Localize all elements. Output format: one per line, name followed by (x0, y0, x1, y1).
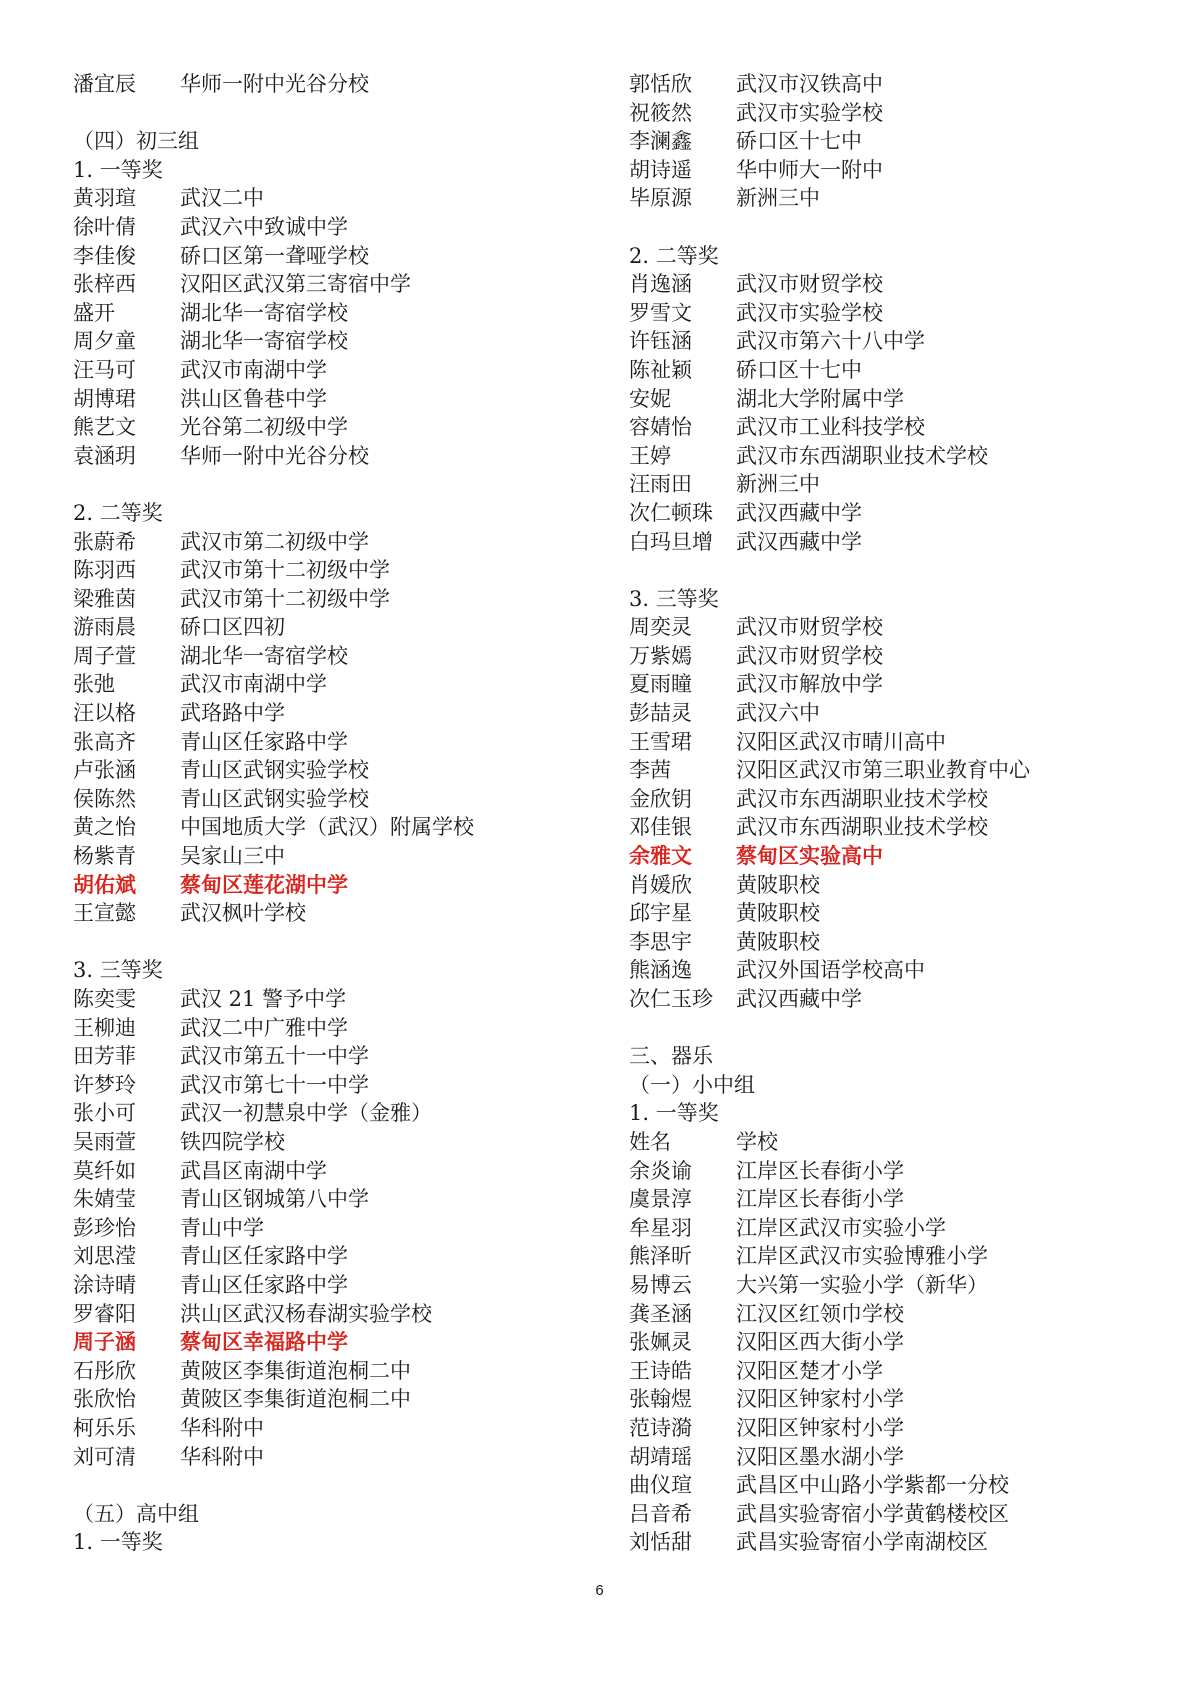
school-name: 硚口区四初 (180, 615, 285, 640)
blank-line (629, 1014, 1149, 1043)
award-entry (73, 642, 573, 671)
blank-line (73, 470, 573, 499)
student-name: 刘可清 (73, 1444, 136, 1469)
student-name: 涂诗晴 (73, 1272, 136, 1297)
award-entry (629, 699, 1149, 728)
school-name: 光谷第二初级中学 (180, 415, 348, 440)
student-name: 金欣钥 (629, 786, 692, 811)
student-name: 卢张涵 (73, 758, 136, 783)
student-name: 周奕灵 (629, 615, 692, 640)
school-name: 武汉市财贸学校 (736, 615, 883, 640)
award-entry (73, 413, 573, 442)
blank-line (629, 213, 1149, 242)
award-entry (629, 385, 1149, 414)
school-name: 武汉市第七十一中学 (180, 1072, 369, 1097)
school-name: 汉阳区武汉市第三职业教育中心 (736, 758, 1030, 783)
student-name: 许梦玲 (73, 1072, 136, 1097)
school-name: 汉阳区西大街小学 (736, 1330, 904, 1355)
student-name: 虞景淳 (629, 1187, 692, 1212)
award-entry (629, 1528, 1149, 1557)
award-entry (73, 785, 573, 814)
award-entry (629, 442, 1149, 471)
school-name: 蔡甸区幸福路中学 (180, 1330, 348, 1355)
student-name: 夏雨瞳 (629, 672, 692, 697)
student-name: 容婧怡 (629, 415, 692, 440)
award-entry (73, 1414, 573, 1443)
award-entry (629, 871, 1149, 900)
award-entry (629, 499, 1149, 528)
section-heading: 3. 三等奖 (629, 586, 719, 611)
award-entry (73, 1443, 573, 1472)
school-name: 湖北大学附属中学 (736, 386, 904, 411)
student-name: 陈祉颖 (629, 357, 692, 382)
award-entry (73, 270, 573, 299)
student-name: 熊涵逸 (629, 958, 692, 983)
student-name: 侯陈然 (73, 786, 136, 811)
school-name: 江岸区长春街小学 (736, 1158, 904, 1183)
student-name: 梁雅茵 (73, 586, 136, 611)
award-entry (629, 1385, 1149, 1414)
award-entry (629, 470, 1149, 499)
student-name: 汪雨田 (629, 472, 692, 497)
student-name: 李茜 (629, 758, 671, 783)
school-name: 江岸区武汉市实验小学 (736, 1215, 946, 1240)
school-name: 武汉二中广雅中学 (180, 1015, 348, 1040)
school-name: 武汉市东西湖职业技术学校 (736, 815, 988, 840)
student-name: 陈羽西 (73, 558, 136, 583)
student-name: 黄羽瑄 (73, 186, 136, 211)
award-entry (629, 728, 1149, 757)
award-entry (73, 356, 573, 385)
student-name: 次仁玉珍 (629, 987, 713, 1011)
school-name: 武汉 21 警予中学 (180, 987, 347, 1011)
student-name: 安妮 (629, 386, 671, 411)
school-name: 华科附中 (180, 1444, 264, 1469)
section-heading: 1. 一等奖 (629, 1101, 719, 1126)
award-entry (629, 1443, 1149, 1472)
award-entry (73, 1357, 573, 1386)
student-name: 黄之怡 (73, 815, 136, 840)
school-name: 硚口区第一聋哑学校 (180, 243, 369, 268)
school-name: 学校 (736, 1129, 778, 1154)
school-name: 汉阳区楚才小学 (736, 1358, 883, 1383)
section-heading: （五）高中组 (73, 1501, 199, 1526)
award-entry (73, 70, 573, 99)
school-name: 汉阳区钟家村小学 (736, 1387, 904, 1412)
student-name: 柯乐乐 (73, 1415, 136, 1440)
student-name: 莫纤如 (73, 1158, 136, 1183)
student-name: 王柳迪 (73, 1015, 136, 1040)
school-name: 华师一附中光谷分校 (180, 443, 369, 468)
school-name: 黄陂职校 (736, 929, 820, 954)
award-entry (629, 642, 1149, 671)
award-entry (73, 1300, 573, 1329)
student-name: 田芳菲 (73, 1044, 136, 1069)
school-name: 硚口区十七中 (736, 129, 862, 154)
section-heading: （四）初三组 (73, 129, 199, 154)
award-entry (73, 528, 573, 557)
award-entry (629, 70, 1149, 99)
student-name: 潘宜辰 (73, 72, 136, 96)
award-entry (629, 1414, 1149, 1443)
award-entry (629, 756, 1149, 785)
school-name: 青山区武钢实验学校 (180, 786, 369, 811)
section-heading: 3. 三等奖 (73, 958, 163, 983)
award-entry (629, 1471, 1149, 1500)
award-entry (629, 356, 1149, 385)
page-number: 6 (595, 1582, 604, 1599)
school-name: 黄陂区李集街道泡桐二中 (180, 1358, 411, 1383)
student-name: 次仁顿珠 (629, 500, 713, 525)
school-name: 华中师大一附中 (736, 157, 883, 182)
award-entry (73, 1071, 573, 1100)
student-name: 盛开 (73, 300, 115, 325)
blank-line (73, 928, 573, 957)
student-name: 袁涵玥 (73, 443, 136, 468)
award-entry-highlighted (629, 842, 1149, 871)
school-name: 江岸区武汉市实验博雅小学 (736, 1244, 988, 1269)
award-entry (73, 1014, 573, 1043)
student-name: 胡佑斌 (73, 872, 136, 897)
award-entry (629, 1242, 1149, 1271)
award-entry (73, 1242, 573, 1271)
student-name: 许钰涵 (629, 329, 692, 354)
award-entry (73, 756, 573, 785)
school-name: 汉阳区墨水湖小学 (736, 1444, 904, 1469)
award-entry (73, 699, 573, 728)
award-entry (629, 813, 1149, 842)
student-name: 李澜鑫 (629, 129, 692, 154)
award-entry (629, 1300, 1149, 1329)
award-entry (629, 1271, 1149, 1300)
section-heading: 1. 一等奖 (73, 157, 163, 182)
school-name: 青山区钢城第八中学 (180, 1187, 369, 1212)
school-name: 黄陂职校 (736, 901, 820, 926)
award-entry (629, 1214, 1149, 1243)
award-entry-highlighted (73, 871, 573, 900)
award-entry (629, 1357, 1149, 1386)
school-name: 汉阳区钟家村小学 (736, 1415, 904, 1440)
student-name: 张欣怡 (73, 1387, 136, 1412)
school-name: 武汉市实验学校 (736, 100, 883, 125)
section-heading: （一）小中组 (629, 1072, 755, 1097)
student-name: 毕原源 (629, 186, 692, 211)
award-entry (629, 127, 1149, 156)
student-name: 杨紫青 (73, 844, 136, 869)
student-name: 吕音希 (629, 1501, 692, 1526)
student-name: 祝筱然 (629, 100, 692, 125)
student-name: 彭珍怡 (73, 1215, 136, 1240)
award-entry (629, 899, 1149, 928)
student-name: 张翰煜 (629, 1387, 692, 1412)
student-name: 郭恬欣 (629, 72, 692, 96)
award-entry (629, 956, 1149, 985)
award-entry (629, 413, 1149, 442)
student-name: 邱宇星 (629, 901, 692, 926)
award-entry (73, 670, 573, 699)
school-name: 湖北华一寄宿学校 (180, 300, 348, 325)
school-name: 新洲三中 (736, 472, 820, 497)
student-name: 李思宇 (629, 929, 692, 954)
student-name: 曲仪瑄 (629, 1473, 692, 1498)
school-name: 硚口区十七中 (736, 357, 862, 382)
blank-line (629, 556, 1149, 585)
student-name: 石彤欣 (73, 1358, 136, 1383)
school-name: 大兴第一实验小学（新华） (736, 1272, 988, 1297)
award-entry (73, 613, 573, 642)
award-entry (629, 270, 1149, 299)
section-heading: 1. 一等奖 (73, 1530, 163, 1555)
award-entry (73, 242, 573, 271)
award-entry (629, 1500, 1149, 1529)
student-name: 徐叶倩 (73, 214, 136, 239)
school-name: 洪山区武汉杨春湖实验学校 (180, 1301, 432, 1326)
award-entry (629, 613, 1149, 642)
award-entry (73, 985, 573, 1014)
student-name: 余炎谕 (629, 1158, 692, 1183)
student-name: 肖媛欣 (629, 872, 692, 897)
student-name: 吴雨萱 (73, 1129, 136, 1154)
award-entry (629, 1157, 1149, 1186)
school-name: 洪山区鲁巷中学 (180, 386, 327, 411)
award-entry (73, 385, 573, 414)
school-name: 武汉市东西湖职业技术学校 (736, 786, 988, 811)
student-name: 白玛旦增 (629, 529, 713, 554)
student-name: 王雪珺 (629, 729, 692, 754)
award-entry (629, 1128, 1149, 1157)
student-name: 王婷 (629, 443, 671, 468)
award-entry (629, 670, 1149, 699)
award-entry (73, 556, 573, 585)
student-name: 汪以格 (73, 701, 136, 726)
section-heading: 2. 二等奖 (73, 500, 163, 525)
school-name: 黄陂区李集街道泡桐二中 (180, 1387, 411, 1412)
student-name: 熊艺文 (73, 415, 136, 440)
award-entry (629, 985, 1149, 1014)
student-name: 张姵灵 (629, 1330, 692, 1355)
school-name: 中国地质大学（武汉）附属学校 (180, 815, 474, 840)
award-entry (629, 299, 1149, 328)
school-name: 青山中学 (180, 1215, 264, 1240)
student-name: 李佳俊 (73, 243, 136, 268)
student-name: 胡靖瑶 (629, 1444, 692, 1469)
award-entry (73, 728, 573, 757)
award-entry (629, 99, 1149, 128)
section-heading: 三、器乐 (629, 1044, 713, 1069)
award-entry (73, 1271, 573, 1300)
school-name: 汉阳区武汉第三寄宿中学 (180, 272, 411, 297)
school-name: 武汉市东西湖职业技术学校 (736, 443, 988, 468)
student-name: 张梓西 (73, 272, 136, 297)
award-entry (73, 442, 573, 471)
student-name: 汪马可 (73, 357, 136, 382)
school-name: 新洲三中 (736, 186, 820, 211)
award-entry (73, 1185, 573, 1214)
school-name: 武汉市第十二初级中学 (180, 558, 390, 583)
school-name: 江岸区长春街小学 (736, 1187, 904, 1212)
award-entry (73, 1157, 573, 1186)
school-name: 武汉西藏中学 (736, 529, 862, 554)
student-name: 范诗漪 (629, 1415, 692, 1440)
student-name: 王诗皓 (629, 1358, 692, 1383)
school-name: 黄陂职校 (736, 872, 820, 897)
award-entry (629, 156, 1149, 185)
school-name: 汉阳区武汉市晴川高中 (736, 729, 946, 754)
award-entry (629, 184, 1149, 213)
student-name: 罗雪文 (629, 300, 692, 325)
award-entry (629, 785, 1149, 814)
left-column (73, 70, 573, 1557)
school-name: 武汉市第十二初级中学 (180, 586, 390, 611)
school-name: 铁四院学校 (180, 1129, 285, 1154)
award-entry (73, 327, 573, 356)
student-name: 周子萱 (73, 643, 136, 668)
school-name: 武汉市南湖中学 (180, 672, 327, 697)
student-name: 张弛 (73, 672, 115, 697)
school-name: 吴家山三中 (180, 844, 285, 869)
student-name: 周子涵 (73, 1330, 136, 1355)
school-name: 武汉西藏中学 (736, 500, 862, 525)
school-name: 青山区武钢实验学校 (180, 758, 369, 783)
section-heading: 2. 二等奖 (629, 243, 719, 268)
award-entry (629, 1328, 1149, 1357)
student-name: 游雨晨 (73, 615, 136, 640)
student-name: 朱婧莹 (73, 1187, 136, 1212)
student-name: 熊泽昕 (629, 1244, 692, 1269)
school-name: 武昌实验寄宿小学南湖校区 (736, 1530, 988, 1555)
student-name: 肖逸涵 (629, 272, 692, 297)
school-name: 武昌区中山路小学紫都一分校 (736, 1473, 1009, 1498)
student-name: 龚圣涵 (629, 1301, 692, 1326)
school-name: 青山区任家路中学 (180, 729, 348, 754)
school-name: 武昌实验寄宿小学黄鹤楼校区 (736, 1501, 1009, 1526)
school-name: 武汉市实验学校 (736, 300, 883, 325)
award-entry (73, 1128, 573, 1157)
school-name: 蔡甸区实验高中 (736, 844, 883, 869)
school-name: 华师一附中光谷分校 (180, 72, 369, 96)
school-name: 湖北华一寄宿学校 (180, 329, 348, 354)
award-entry (73, 842, 573, 871)
school-name: 武汉市第二初级中学 (180, 529, 369, 554)
award-entry (629, 327, 1149, 356)
award-entry (629, 1185, 1149, 1214)
school-name: 青山区任家路中学 (180, 1272, 348, 1297)
award-entry (73, 299, 573, 328)
student-name: 张高齐 (73, 729, 136, 754)
award-entry (73, 1385, 573, 1414)
blank-line (73, 1471, 573, 1500)
student-name: 易博云 (629, 1272, 692, 1297)
school-name: 武昌区南湖中学 (180, 1158, 327, 1183)
student-name: 胡诗遥 (629, 157, 692, 182)
school-name: 武汉市南湖中学 (180, 357, 327, 382)
school-name: 武汉市汉铁高中 (736, 72, 883, 96)
award-entry (73, 813, 573, 842)
school-name: 武汉市解放中学 (736, 672, 883, 697)
award-entry (73, 1099, 573, 1128)
award-entry-highlighted (73, 1328, 573, 1357)
student-name: 彭喆灵 (629, 701, 692, 726)
school-name: 武汉西藏中学 (736, 987, 862, 1011)
student-name: 余雅文 (629, 844, 692, 869)
school-name: 武汉六中致诚中学 (180, 214, 348, 239)
award-entry (73, 1042, 573, 1071)
student-name: 万紫嫣 (629, 643, 692, 668)
school-name: 武汉市财贸学校 (736, 643, 883, 668)
student-name: 罗睿阳 (73, 1301, 136, 1326)
award-entry (73, 1214, 573, 1243)
student-name: 陈奕雯 (73, 987, 136, 1011)
award-entry (73, 585, 573, 614)
student-name: 姓名 (629, 1129, 671, 1154)
school-name: 武汉二中 (180, 186, 264, 211)
student-name: 张蔚希 (73, 529, 136, 554)
award-entry (73, 899, 573, 928)
school-name: 武汉市第六十八中学 (736, 329, 925, 354)
student-name: 刘思滢 (73, 1244, 136, 1269)
student-name: 牟星羽 (629, 1215, 692, 1240)
right-column (629, 70, 1149, 1557)
school-name: 武汉外国语学校高中 (736, 958, 925, 983)
school-name: 华科附中 (180, 1415, 264, 1440)
student-name: 邓佳银 (629, 815, 692, 840)
school-name: 青山区任家路中学 (180, 1244, 348, 1269)
student-name: 刘恬甜 (629, 1530, 692, 1555)
school-name: 湖北华一寄宿学校 (180, 643, 348, 668)
school-name: 武汉市工业科技学校 (736, 415, 925, 440)
school-name: 江汉区红领巾学校 (736, 1301, 904, 1326)
school-name: 武汉市财贸学校 (736, 272, 883, 297)
school-name: 武汉枫叶学校 (180, 901, 306, 926)
school-name: 蔡甸区莲花湖中学 (180, 872, 348, 897)
school-name: 武汉一初慧泉中学（金雅） (180, 1101, 432, 1126)
student-name: 张小可 (73, 1101, 136, 1126)
award-entry (629, 928, 1149, 957)
award-entry (73, 184, 573, 213)
school-name: 武珞路中学 (180, 701, 285, 726)
student-name: 胡博珺 (73, 386, 136, 411)
award-entry (629, 528, 1149, 557)
student-name: 周夕童 (73, 329, 136, 354)
school-name: 武汉市第五十一中学 (180, 1044, 369, 1069)
award-entry (73, 213, 573, 242)
blank-line (73, 99, 573, 128)
school-name: 武汉六中 (736, 701, 820, 726)
student-name: 王宣懿 (73, 901, 136, 926)
